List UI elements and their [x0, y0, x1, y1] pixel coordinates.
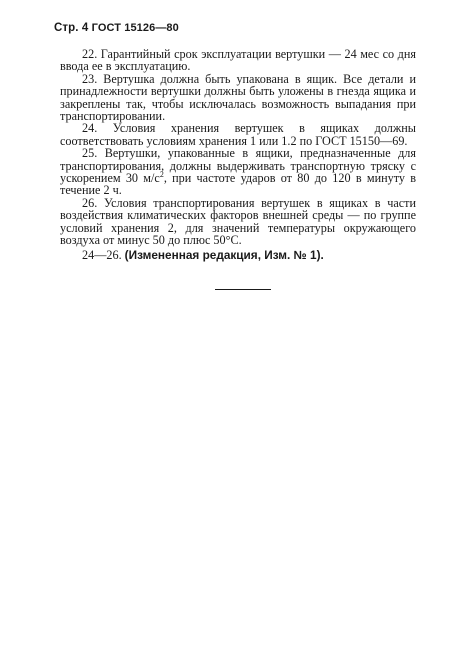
superscript-two: 2: [159, 170, 164, 179]
end-divider-line: [215, 289, 271, 290]
paragraph-25-text-end: , при частоте ударов от 80 до 120 в минуту в течение 2 ч.: [60, 171, 416, 198]
paragraph-22: 22. Гарантийный срок эксплуатации вертушки — 24 мес со дня ввода ее в эксплуатацию.: [60, 47, 416, 74]
paragraph-26: 26. Условия транспортирования вертушек в ящиках в части воздействия климатических факторов внешней среды — по группе условий хранения 2, для значений температуры окружающего воздуха от минус 50 до плюс 50°С.: [60, 195, 416, 248]
standard-code: ГОСТ 15126—80: [91, 22, 179, 34]
paragraph-25: [60, 147, 416, 197]
amendment-note: [60, 249, 416, 261]
paragraph-25-text-start: 25. Вертушки, упакованные в ящики, предназначенные для транспортирования, должны выдерживать транспортную тряску с ускорением 30 м/с: [60, 146, 416, 186]
paragraph-23: 23. Вертушка должна быть упакована в ящик. Все детали и принадлежности вертушки должны быть уложены в гнезда ящика и закреплены так, чтобы исключалась возможность выпадания при транспортировании.: [60, 71, 416, 124]
page-number: Стр. 4: [54, 22, 89, 34]
amendment-range: 24—26.: [82, 247, 122, 262]
document-body: [60, 48, 416, 261]
page-header: [54, 22, 179, 34]
paragraph-24: 24. Условия хранения вертушек в ящиках должны соответствовать условиям хранения 1 или 1.2 по ГОСТ 15150—69.: [60, 121, 416, 148]
amendment-text: (Измененная редакция, Изм. № 1).: [124, 247, 324, 262]
